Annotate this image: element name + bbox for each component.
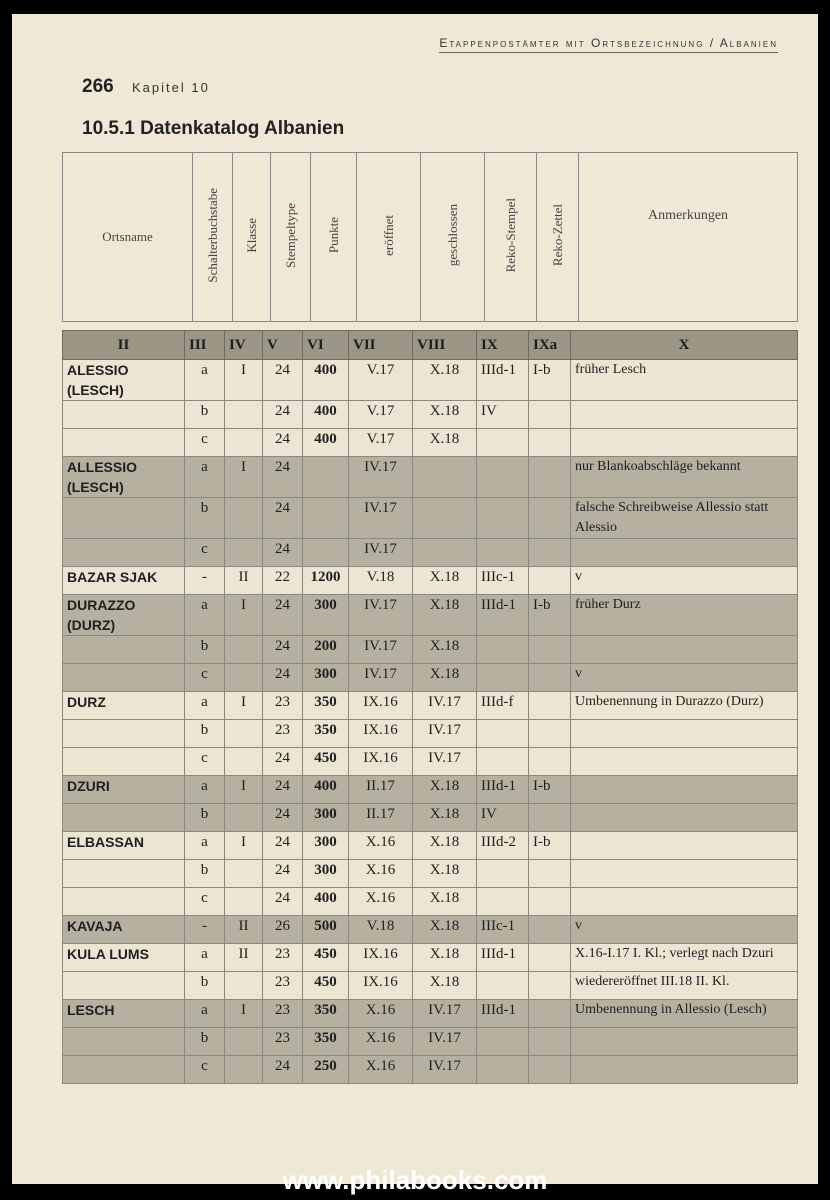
points: 400 xyxy=(303,360,349,401)
reko-label xyxy=(529,916,571,944)
reko-stamp xyxy=(477,457,529,498)
points: 300 xyxy=(303,832,349,860)
points: 200 xyxy=(303,636,349,664)
reko-label xyxy=(529,748,571,776)
table-row xyxy=(63,401,798,429)
office-class xyxy=(225,1056,263,1084)
counter-letter: c xyxy=(185,888,225,916)
points xyxy=(303,498,349,539)
reko-label: I-b xyxy=(529,595,571,636)
reko-label xyxy=(529,692,571,720)
closed-date xyxy=(413,457,477,498)
stamp-type: 24 xyxy=(263,636,303,664)
office-class: I xyxy=(225,457,263,498)
counter-letter: - xyxy=(185,916,225,944)
table-body xyxy=(63,360,798,1084)
page-number: 266 xyxy=(82,76,114,97)
place-name xyxy=(63,1028,185,1056)
office-class: I xyxy=(225,692,263,720)
reko-stamp: IIId-1 xyxy=(477,360,529,401)
reko-stamp xyxy=(477,972,529,1000)
table-row xyxy=(63,360,798,401)
closed-date: X.18 xyxy=(413,429,477,457)
points: 400 xyxy=(303,888,349,916)
chapter-label: Kapitel 10 xyxy=(132,80,210,95)
points: 1200 xyxy=(303,567,349,595)
reko-stamp: IIId-1 xyxy=(477,944,529,972)
place-name xyxy=(63,860,185,888)
counter-letter: a xyxy=(185,832,225,860)
legend-stempeltype: Stempeltype xyxy=(271,153,311,322)
opened-date: X.16 xyxy=(349,860,413,888)
remark: früher Durz xyxy=(571,595,798,636)
place-name xyxy=(63,972,185,1000)
opened-date: II.17 xyxy=(349,804,413,832)
stamp-type: 24 xyxy=(263,832,303,860)
table-row xyxy=(63,595,798,636)
stamp-type: 26 xyxy=(263,916,303,944)
remark xyxy=(571,1028,798,1056)
reko-stamp: IIId-1 xyxy=(477,776,529,804)
office-class xyxy=(225,429,263,457)
reko-label xyxy=(529,401,571,429)
place-name xyxy=(63,539,185,567)
stamp-type: 23 xyxy=(263,944,303,972)
counter-letter: c xyxy=(185,664,225,692)
counter-letter: b xyxy=(185,401,225,429)
place-name: DURZ xyxy=(63,692,185,720)
opened-date: II.17 xyxy=(349,776,413,804)
opened-date: X.16 xyxy=(349,1056,413,1084)
counter-letter: a xyxy=(185,360,225,401)
table-row xyxy=(63,804,798,832)
remark xyxy=(571,832,798,860)
counter-letter: a xyxy=(185,776,225,804)
table-row xyxy=(63,664,798,692)
place-name xyxy=(63,804,185,832)
reko-stamp xyxy=(477,860,529,888)
reko-stamp: IIIc-1 xyxy=(477,567,529,595)
reko-stamp: IIId-2 xyxy=(477,832,529,860)
office-class: II xyxy=(225,916,263,944)
remark xyxy=(571,720,798,748)
closed-date: IV.17 xyxy=(413,748,477,776)
reko-label xyxy=(529,664,571,692)
closed-date: X.18 xyxy=(413,916,477,944)
table-row xyxy=(63,916,798,944)
stamp-type: 23 xyxy=(263,692,303,720)
office-class xyxy=(225,888,263,916)
opened-date: X.16 xyxy=(349,1028,413,1056)
opened-date: IX.16 xyxy=(349,720,413,748)
stamp-type: 24 xyxy=(263,360,303,401)
remark xyxy=(571,860,798,888)
remark: X.16-I.17 I. Kl.; verlegt nach Dzuri xyxy=(571,944,798,972)
reko-label xyxy=(529,1000,571,1028)
place-name xyxy=(63,401,185,429)
legend-klasse: Klasse xyxy=(233,153,271,322)
table-row xyxy=(63,1028,798,1056)
place-name xyxy=(63,636,185,664)
remark: v xyxy=(571,916,798,944)
opened-date: IV.17 xyxy=(349,498,413,539)
office-class: I xyxy=(225,832,263,860)
book-page xyxy=(12,14,818,1184)
reko-stamp xyxy=(477,720,529,748)
points: 450 xyxy=(303,944,349,972)
reko-label xyxy=(529,720,571,748)
place-name: DZURI xyxy=(63,776,185,804)
remark: Umbenennung in Allessio (Lesch) xyxy=(571,1000,798,1028)
place-name: LESCH xyxy=(63,1000,185,1028)
col-header: X xyxy=(571,331,798,360)
legend-eroeffnet: eröffnet xyxy=(357,153,421,322)
remark xyxy=(571,888,798,916)
place-name xyxy=(63,429,185,457)
place-name xyxy=(63,1056,185,1084)
remark: nur Blankoabschläge bekannt xyxy=(571,457,798,498)
opened-date: V.17 xyxy=(349,429,413,457)
remark: falsche Schreibweise Allessio statt Alessio xyxy=(571,498,798,539)
points: 250 xyxy=(303,1056,349,1084)
stamp-type: 24 xyxy=(263,498,303,539)
points: 350 xyxy=(303,720,349,748)
reko-stamp: IV xyxy=(477,804,529,832)
counter-letter: a xyxy=(185,457,225,498)
opened-date: IX.16 xyxy=(349,748,413,776)
points: 400 xyxy=(303,776,349,804)
stamp-type: 24 xyxy=(263,1056,303,1084)
data-catalog-table xyxy=(62,330,798,1084)
opened-date: IX.16 xyxy=(349,944,413,972)
place-name: BAZAR SJAK xyxy=(63,567,185,595)
opened-date: IV.17 xyxy=(349,595,413,636)
office-class xyxy=(225,498,263,539)
legend-geschlossen: geschlossen xyxy=(421,153,485,322)
col-header: II xyxy=(63,331,185,360)
table-row xyxy=(63,888,798,916)
remark xyxy=(571,776,798,804)
counter-letter: c xyxy=(185,539,225,567)
running-head: Etappenpostämter mit Ortsbezeichnung / Albanien xyxy=(439,36,778,53)
opened-date: X.16 xyxy=(349,888,413,916)
legend-punkte: Punkte xyxy=(311,153,357,322)
place-name: KAVAJA xyxy=(63,916,185,944)
reko-label xyxy=(529,1056,571,1084)
reko-label xyxy=(529,498,571,539)
table-row xyxy=(63,539,798,567)
office-class xyxy=(225,1028,263,1056)
closed-date xyxy=(413,539,477,567)
closed-date: IV.17 xyxy=(413,720,477,748)
remark: v xyxy=(571,664,798,692)
reko-stamp: IV xyxy=(477,401,529,429)
stamp-type: 22 xyxy=(263,567,303,595)
counter-letter: b xyxy=(185,498,225,539)
closed-date: X.18 xyxy=(413,595,477,636)
opened-date: IV.17 xyxy=(349,457,413,498)
table-row xyxy=(63,776,798,804)
opened-date: IV.17 xyxy=(349,664,413,692)
table-header-row xyxy=(63,331,798,360)
col-header: VIII xyxy=(413,331,477,360)
office-class xyxy=(225,748,263,776)
opened-date: IV.17 xyxy=(349,539,413,567)
legend-ortsname: Ortsname xyxy=(63,153,193,322)
reko-label xyxy=(529,1028,571,1056)
place-name: ALESSIO (LESCH) xyxy=(63,360,185,401)
table-row xyxy=(63,692,798,720)
legend-reko-zettel: Reko-Zettel xyxy=(537,153,579,322)
reko-stamp: IIId-1 xyxy=(477,595,529,636)
closed-date: X.18 xyxy=(413,832,477,860)
col-header: IXa xyxy=(529,331,571,360)
remark: Umbenennung in Durazzo (Durz) xyxy=(571,692,798,720)
reko-stamp xyxy=(477,748,529,776)
points: 300 xyxy=(303,860,349,888)
counter-letter: b xyxy=(185,720,225,748)
reko-label xyxy=(529,457,571,498)
office-class xyxy=(225,972,263,1000)
stamp-type: 24 xyxy=(263,664,303,692)
reko-label xyxy=(529,539,571,567)
reko-stamp xyxy=(477,1028,529,1056)
place-name: ALLESSIO (LESCH) xyxy=(63,457,185,498)
stamp-type: 23 xyxy=(263,1028,303,1056)
counter-letter: b xyxy=(185,860,225,888)
place-name xyxy=(63,748,185,776)
closed-date: X.18 xyxy=(413,776,477,804)
opened-date: V.18 xyxy=(349,567,413,595)
counter-letter: b xyxy=(185,636,225,664)
stamp-type: 24 xyxy=(263,539,303,567)
counter-letter: a xyxy=(185,944,225,972)
points: 450 xyxy=(303,972,349,1000)
points: 400 xyxy=(303,429,349,457)
reko-stamp xyxy=(477,498,529,539)
reko-stamp xyxy=(477,1056,529,1084)
table-row xyxy=(63,498,798,539)
section-title: 10.5.1 Datenkatalog Albanien xyxy=(82,118,345,139)
closed-date: IV.17 xyxy=(413,692,477,720)
table-row xyxy=(63,972,798,1000)
reko-stamp xyxy=(477,429,529,457)
stamp-type: 24 xyxy=(263,595,303,636)
counter-letter: a xyxy=(185,595,225,636)
reko-label: I-b xyxy=(529,360,571,401)
points: 300 xyxy=(303,595,349,636)
opened-date: IX.16 xyxy=(349,692,413,720)
remark xyxy=(571,636,798,664)
closed-date: X.18 xyxy=(413,664,477,692)
stamp-type: 24 xyxy=(263,401,303,429)
remark: wiedereröffnet III.18 II. Kl. xyxy=(571,972,798,1000)
closed-date: X.18 xyxy=(413,888,477,916)
closed-date: IV.17 xyxy=(413,1000,477,1028)
office-class xyxy=(225,720,263,748)
office-class: I xyxy=(225,1000,263,1028)
counter-letter: - xyxy=(185,567,225,595)
closed-date: X.18 xyxy=(413,804,477,832)
remark xyxy=(571,804,798,832)
table-row xyxy=(63,636,798,664)
remark xyxy=(571,539,798,567)
legend-reko-stempel: Reko-Stempel xyxy=(485,153,537,322)
table-row xyxy=(63,832,798,860)
counter-letter: c xyxy=(185,748,225,776)
place-name: ELBASSAN xyxy=(63,832,185,860)
opened-date: IV.17 xyxy=(349,636,413,664)
reko-label: I-b xyxy=(529,776,571,804)
col-header: V xyxy=(263,331,303,360)
closed-date: X.18 xyxy=(413,401,477,429)
remark xyxy=(571,748,798,776)
stamp-type: 24 xyxy=(263,776,303,804)
col-header: IV xyxy=(225,331,263,360)
closed-date: IV.17 xyxy=(413,1028,477,1056)
legend-anmerkungen: Anmerkungen xyxy=(579,153,798,322)
reko-label xyxy=(529,567,571,595)
points: 300 xyxy=(303,664,349,692)
stamp-type: 23 xyxy=(263,1000,303,1028)
office-class: II xyxy=(225,567,263,595)
closed-date: X.18 xyxy=(413,636,477,664)
opened-date: V.18 xyxy=(349,916,413,944)
remark xyxy=(571,401,798,429)
office-class: I xyxy=(225,360,263,401)
table-row xyxy=(63,944,798,972)
reko-label: I-b xyxy=(529,832,571,860)
points: 450 xyxy=(303,748,349,776)
points xyxy=(303,457,349,498)
col-header: VI xyxy=(303,331,349,360)
counter-letter: a xyxy=(185,1000,225,1028)
reko-stamp: IIIc-1 xyxy=(477,916,529,944)
closed-date: X.18 xyxy=(413,567,477,595)
office-class xyxy=(225,636,263,664)
reko-stamp xyxy=(477,636,529,664)
office-class: II xyxy=(225,944,263,972)
place-name xyxy=(63,664,185,692)
place-name: DURAZZO (DURZ) xyxy=(63,595,185,636)
office-class: I xyxy=(225,776,263,804)
column-legend xyxy=(62,152,798,322)
opened-date: IX.16 xyxy=(349,972,413,1000)
office-class xyxy=(225,860,263,888)
reko-label xyxy=(529,888,571,916)
points: 300 xyxy=(303,804,349,832)
closed-date: X.18 xyxy=(413,944,477,972)
office-class xyxy=(225,539,263,567)
stamp-type: 23 xyxy=(263,720,303,748)
table-row xyxy=(63,860,798,888)
table-row xyxy=(63,748,798,776)
col-header: IX xyxy=(477,331,529,360)
remark xyxy=(571,429,798,457)
table-row xyxy=(63,720,798,748)
closed-date xyxy=(413,498,477,539)
opened-date: V.17 xyxy=(349,401,413,429)
stamp-type: 24 xyxy=(263,860,303,888)
reko-stamp: IIId-1 xyxy=(477,1000,529,1028)
office-class xyxy=(225,664,263,692)
col-header: III xyxy=(185,331,225,360)
points: 400 xyxy=(303,401,349,429)
office-class: I xyxy=(225,595,263,636)
counter-letter: b xyxy=(185,1028,225,1056)
points: 350 xyxy=(303,1000,349,1028)
stamp-type: 23 xyxy=(263,972,303,1000)
reko-stamp xyxy=(477,888,529,916)
opened-date: X.16 xyxy=(349,1000,413,1028)
place-name xyxy=(63,720,185,748)
stamp-type: 24 xyxy=(263,429,303,457)
table-row xyxy=(63,429,798,457)
counter-letter: b xyxy=(185,804,225,832)
stamp-type: 24 xyxy=(263,804,303,832)
watermark: www.philabooks.com xyxy=(282,1165,548,1195)
table-row xyxy=(63,567,798,595)
table-row xyxy=(63,457,798,498)
table-row xyxy=(63,1000,798,1028)
reko-label xyxy=(529,804,571,832)
closed-date: X.18 xyxy=(413,360,477,401)
counter-letter: c xyxy=(185,429,225,457)
stamp-type: 24 xyxy=(263,457,303,498)
counter-letter: a xyxy=(185,692,225,720)
counter-letter: b xyxy=(185,972,225,1000)
closed-date: X.18 xyxy=(413,972,477,1000)
counter-letter: c xyxy=(185,1056,225,1084)
reko-label xyxy=(529,636,571,664)
remark xyxy=(571,1056,798,1084)
opened-date: X.16 xyxy=(349,832,413,860)
points xyxy=(303,539,349,567)
stamp-type: 24 xyxy=(263,888,303,916)
opened-date: V.17 xyxy=(349,360,413,401)
stamp-type: 24 xyxy=(263,748,303,776)
points: 350 xyxy=(303,692,349,720)
office-class xyxy=(225,804,263,832)
reko-stamp: IIId-f xyxy=(477,692,529,720)
table-row xyxy=(63,1056,798,1084)
closed-date: X.18 xyxy=(413,860,477,888)
reko-label xyxy=(529,860,571,888)
col-header: VII xyxy=(349,331,413,360)
place-name xyxy=(63,888,185,916)
reko-stamp xyxy=(477,539,529,567)
reko-label xyxy=(529,944,571,972)
legend-schalterbuchstabe: Schalterbuchstabe xyxy=(193,153,233,322)
closed-date: IV.17 xyxy=(413,1056,477,1084)
reko-stamp xyxy=(477,664,529,692)
remark: v xyxy=(571,567,798,595)
points: 500 xyxy=(303,916,349,944)
reko-label xyxy=(529,429,571,457)
place-name: KULA LUMS xyxy=(63,944,185,972)
remark: früher Lesch xyxy=(571,360,798,401)
office-class xyxy=(225,401,263,429)
reko-label xyxy=(529,972,571,1000)
place-name xyxy=(63,498,185,539)
points: 350 xyxy=(303,1028,349,1056)
